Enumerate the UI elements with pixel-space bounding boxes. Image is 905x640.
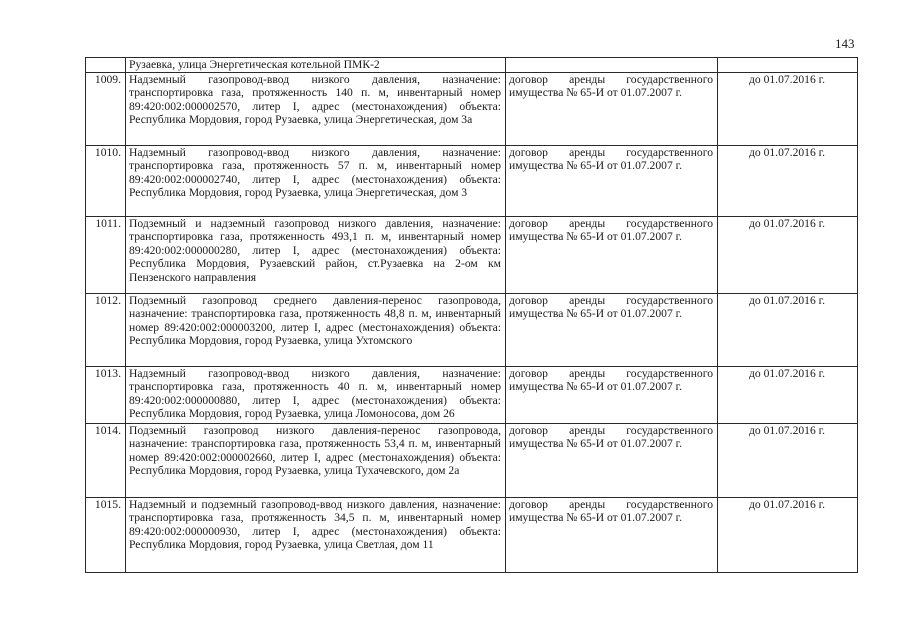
document-cell: договор аренды государственного имущества № 65-И от 01.07.2007 г. [506,366,718,423]
row-number-cell: 1015. [86,497,126,572]
continuation-cell: Рузаевка, улица Энергетическая котельной ПМК-2 [126,58,506,73]
description-cell: Подземный газопровод низкого давления-перенос газопровода, назначение: транспортировка газа, протяженность 53,4 п. м, инвентарный номер 89:420:002:000002660, литер I, адрес (местонахождения) объекта: Республика Мордовия, город Рузаевка, улица Тухачевского, дом 2а [126,423,506,497]
term-cell: до 01.07.2016 г. [718,145,858,216]
table-row [86,293,858,366]
description-cell: Надземный газопровод-ввод низкого давления, назначение: транспортировка газа, протяженность 140 п. м, инвентарный номер 89:420:002:000002570, литер I, адрес (местонахождения) объекта: Республика Мордовия, город Рузаевка, улица Энергетическая, дом 3а [126,72,506,145]
term-cell: до 01.07.2016 г. [718,216,858,293]
term-cell [718,58,858,73]
term-cell: до 01.07.2016 г. [718,423,858,497]
row-number-cell: 1010. [86,145,126,216]
document-cell: договор аренды государственного имущества № 65-И от 01.07.2007 г. [506,216,718,293]
description-cell: Подземный и надземный газопровод низкого давления, назначение: транспортировка газа, протяженность 493,1 п. м, инвентарный номер 89:420:002:000000280, литер I, адрес (местонахождения) объекта: Республика Мордовия, Рузаевский район, ст.Рузаевка на 2-ом км Пензенского направления [126,216,506,293]
document-cell: договор аренды государственного имущества № 65-И от 01.07.2007 г. [506,497,718,572]
table-row [86,497,858,572]
page-number: 143 [835,36,855,51]
table-row [86,366,858,423]
table-row [86,216,858,293]
term-cell: до 01.07.2016 г. [718,293,858,366]
document-cell: договор аренды государственного имущества № 65-И от 01.07.2007 г. [506,293,718,366]
continuation-row [86,58,858,73]
document-cell: договор аренды государственного имущества № 65-И от 01.07.2007 г. [506,423,718,497]
document-cell [506,58,718,73]
document-cell: договор аренды государственного имущества № 65-И от 01.07.2007 г. [506,72,718,145]
row-number-cell: 1014. [86,423,126,497]
table-row [86,72,858,145]
term-cell: до 01.07.2016 г. [718,497,858,572]
document-cell: договор аренды государственного имущества № 65-И от 01.07.2007 г. [506,145,718,216]
description-cell: Надземный газопровод-ввод низкого давления, назначение: транспортировка газа, протяженность 40 п. м, инвентарный номер 89:420:002:000000880, литер I, адрес (местонахождения) объекта: Республика Мордовия, город Рузаевка, улица Ломоносова, дом 26 [126,366,506,423]
description-cell: Подземный газопровод среднего давления-перенос газопровода, назначение: транспортировка газа, протяженность 48,8 п. м, инвентарный номер 89:420:002:000003200, литер I, адрес (местонахождения) объекта: Республика Мордовия, город Рузаевка, улица Ухтомского [126,293,506,366]
table-row [86,423,858,497]
property-table [85,57,858,573]
table-row [86,145,858,216]
row-number-cell: 1011. [86,216,126,293]
term-cell: до 01.07.2016 г. [718,366,858,423]
description-cell: Надземный и подземный газопровод-ввод низкого давления, назначение: транспортировка газа, протяженность 34,5 п. м, инвентарный номер 89:420:002:000000930, литер I, адрес (местонахождения) объекта: Республика Мордовия, город Рузаевка, улица Светлая, дом 11 [126,497,506,572]
description-cell: Надземный газопровод-ввод низкого давления, назначение: транспортировка газа, протяженность 57 п. м, инвентарный номер 89:420:002:000002740, литер I, адрес (местонахождения) объекта: Республика Мордовия, город Рузаевка, улица Энергетическая, дом 3 [126,145,506,216]
row-number-cell [86,58,126,73]
row-number-cell: 1013. [86,366,126,423]
row-number-cell: 1012. [86,293,126,366]
row-number-cell: 1009. [86,72,126,145]
term-cell: до 01.07.2016 г. [718,72,858,145]
